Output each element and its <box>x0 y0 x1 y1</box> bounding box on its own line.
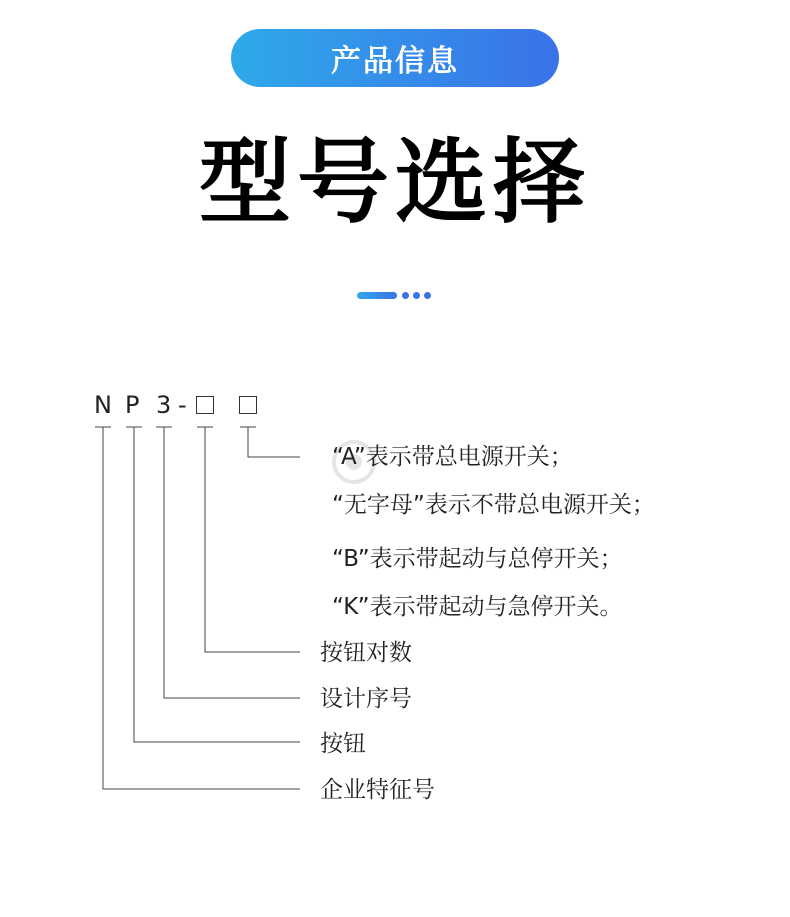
field-button: 按钮 <box>320 731 366 757</box>
code-char-dash: - <box>178 391 187 419</box>
section-badge-label: 产品信息 <box>331 44 459 79</box>
option-b: “B”表示带起动与总停开关； <box>332 546 623 572</box>
code-char-3: 3 <box>156 391 172 419</box>
field-design-serial: 设计序号 <box>320 686 412 712</box>
option-none: “无字母”表示不带总电源开关； <box>332 492 655 518</box>
line-n <box>103 427 300 789</box>
code-char-p: P <box>125 391 140 419</box>
option-k: “K”表示带起动与急停开关。 <box>332 594 623 620</box>
code-char-n: N <box>94 391 112 419</box>
line-p <box>134 427 300 742</box>
option-a: “A”表示带总电源开关； <box>332 444 573 470</box>
page-title: 型号选择 <box>198 129 591 236</box>
line-3 <box>164 427 300 698</box>
line-box-2 <box>248 427 300 457</box>
field-company-code: 企业特征号 <box>320 777 435 803</box>
line-box-1 <box>205 427 300 652</box>
field-button-pairs: 按钮对数 <box>320 640 412 666</box>
